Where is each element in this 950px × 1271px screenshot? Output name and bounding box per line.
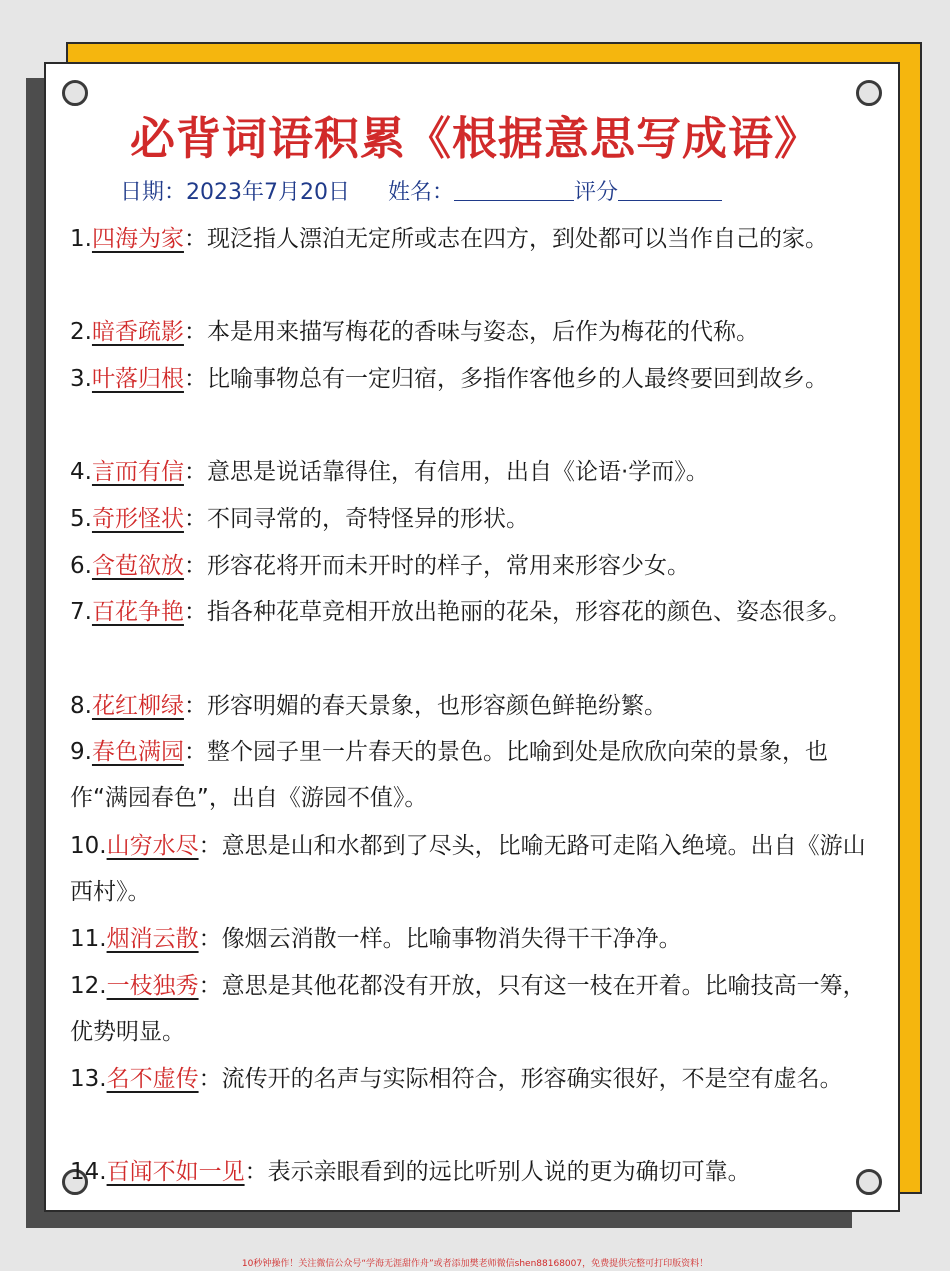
item-term: 山穷水尽 [106,833,199,859]
item-description: ：意思是山和水都到了尽头，比喻无路可走陷入绝境。出自《游山西村》。 [70,833,866,905]
item-description: ：指各种花草竞相开放出艳丽的花朵，形容花的颜色、姿态很多。 [183,599,851,625]
item-term: 百闻不如一见 [106,1159,245,1185]
item-term: 言而有信 [91,459,184,485]
item-description: ：本是用来描写梅花的香味与姿态，后作为梅花的代称。 [183,319,759,345]
item-term: 一枝独秀 [106,973,199,999]
item-term: 花红柳绿 [91,693,184,719]
item-description: ：整个园子里一片春天的景色。比喻到处是欣欣向荣的景象，也作“满园春色”，出自《游园不值》。 [70,739,828,811]
list-item [70,823,870,915]
item-description: ：形容明媚的春天景象，也形容颜色鲜艳纷繁。 [183,693,667,719]
item-number: 6. [70,553,92,579]
item-term: 名不虚传 [106,1066,199,1092]
list-item [70,963,870,1055]
item-term: 烟消云散 [106,926,199,952]
score-blank [618,180,722,201]
score-label: 评分 [574,180,619,205]
item-term: 春色满园 [91,739,184,765]
item-number: 8. [70,693,92,719]
item-description: ：流传开的名声与实际相符合，形容确实很好，不是空有虚名。 [198,1066,843,1092]
item-number: 4. [70,459,92,485]
list-item [70,729,870,821]
item-number: 10. [70,833,107,859]
item-number: 3. [70,366,92,392]
item-term: 暗香疏影 [91,319,184,345]
header-info-line [120,175,722,206]
item-term: 奇形怪状 [91,506,184,532]
list-item [70,356,870,402]
footer-note: 10秒钟操作！关注微信公众号“学海无涯甜作舟”或者添加樊老师微信shen88168007，免费提供完整可打印版资料！ [241,1259,709,1269]
item-term: 四海为家 [91,226,184,252]
list-item [70,449,870,495]
item-description: ：表示亲眼看到的远比听别人说的更为确切可靠。 [244,1159,751,1185]
item-description: ：现泛指人漂泊无定所或志在四方，到处都可以当作自己的家。 [183,226,828,252]
item-term: 含苞欲放 [91,553,184,579]
list-item [70,589,870,635]
item-number: 7. [70,599,92,625]
list-item [70,683,870,729]
list-item [70,1056,870,1102]
list-item [70,1149,870,1195]
page-title: 必背词语积累《根据意思写成语》 [129,112,820,165]
list-item [70,496,870,542]
name-blank [454,180,574,201]
item-description: ：不同寻常的，奇特怪异的形状。 [183,506,529,532]
item-number: 14. [70,1159,107,1185]
list-item [70,309,870,355]
item-description: ：形容花将开而未开时的样子，常用来形容少女。 [183,553,690,579]
item-number: 12. [70,973,107,999]
name-label: 姓名： [387,180,454,205]
item-description: ：意思是其他花都没有开放，只有这一枝在开着。比喻技高一筹，优势明显。 [70,973,866,1045]
list-item [70,916,870,962]
item-term: 百花争艳 [91,599,184,625]
item-description: ：像烟云消散一样。比喻事物消失得干干净净。 [198,926,682,952]
item-description: ：意思是说话靠得住，有信用，出自《论语·学而》。 [183,459,709,485]
item-number: 13. [70,1066,107,1092]
item-number: 9. [70,739,92,765]
item-number: 11. [70,926,107,952]
item-number: 5. [70,506,92,532]
item-term: 叶落归根 [91,366,184,392]
item-number: 2. [70,319,92,345]
date-label: 日期：2023年7月20日 [120,180,350,205]
list-item [70,216,870,262]
item-number: 1. [70,226,92,252]
item-description: ：比喻事物总有一定归宿，多指作客他乡的人最终要回到故乡。 [183,366,828,392]
list-item [70,543,870,589]
